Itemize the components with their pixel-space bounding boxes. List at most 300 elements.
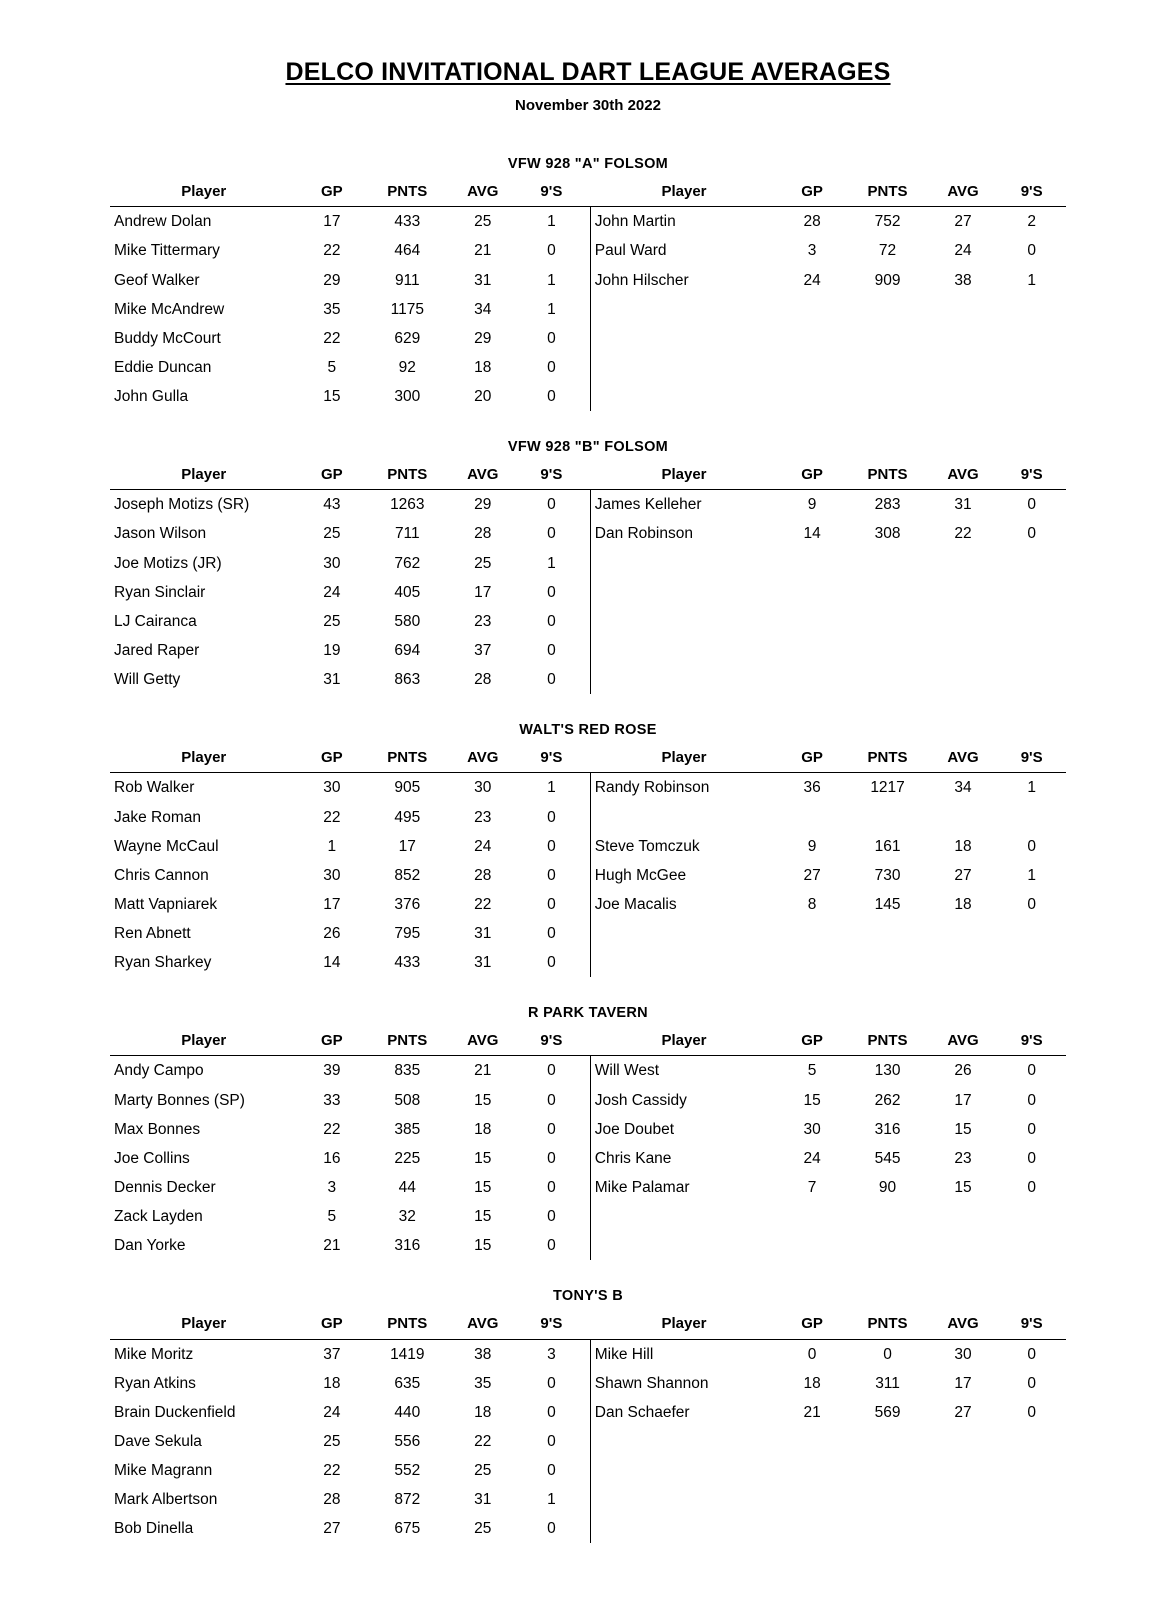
cell-nines-right: 0 bbox=[1027, 1091, 1036, 1109]
column-header-gp-right: GP bbox=[778, 1027, 847, 1056]
cell-avg-left: 25 bbox=[474, 554, 492, 572]
cell-pnts-right: 90 bbox=[878, 1178, 897, 1196]
cell-player-right bbox=[590, 353, 778, 382]
cell-pnts-right bbox=[846, 636, 928, 665]
cell-nines-left: 0 bbox=[547, 895, 556, 913]
column-header-nines-left: 9'S bbox=[517, 744, 586, 773]
cell-pnts-right: 283 bbox=[874, 496, 901, 514]
table-row bbox=[110, 607, 1066, 636]
column-header-pnts-left: PNTS bbox=[366, 178, 448, 207]
cell-player-right bbox=[590, 665, 778, 694]
cell-player-right: Randy Robinson bbox=[590, 773, 778, 803]
column-header-player-left: Player bbox=[110, 744, 298, 773]
cell-gp-left: 25 bbox=[323, 525, 341, 543]
cell-pnts-left: 675 bbox=[394, 1520, 421, 1538]
cell-pnts-right bbox=[846, 382, 928, 411]
cell-avg-right: 17 bbox=[954, 1091, 972, 1109]
cell-avg-right: 27 bbox=[954, 1403, 972, 1421]
cell-gp-right: 15 bbox=[803, 1091, 821, 1109]
cell-gp-left: 26 bbox=[323, 924, 341, 942]
cell-gp-left: 1 bbox=[327, 837, 337, 855]
cell-player-left: Zack Layden bbox=[114, 1208, 203, 1226]
team-stats-table bbox=[110, 1027, 1066, 1260]
table-header-row bbox=[110, 178, 1066, 207]
column-header-nines-left: 9'S bbox=[517, 178, 586, 207]
cell-player-left: Jason Wilson bbox=[114, 525, 207, 543]
cell-avg-right bbox=[929, 1456, 998, 1485]
cell-gp-right: 21 bbox=[803, 1403, 821, 1421]
cell-gp-right bbox=[778, 324, 847, 353]
cell-nines-right bbox=[997, 353, 1066, 382]
cell-pnts-right: 145 bbox=[874, 895, 901, 913]
cell-pnts-left: 300 bbox=[394, 387, 421, 405]
cell-nines-left: 0 bbox=[547, 954, 556, 972]
cell-avg-right: 27 bbox=[954, 213, 972, 231]
cell-nines-right: 0 bbox=[1027, 837, 1036, 855]
column-header-avg-left: AVG bbox=[448, 1310, 517, 1339]
cell-pnts-left: 552 bbox=[394, 1461, 421, 1479]
cell-nines-left: 0 bbox=[547, 1432, 556, 1450]
cell-gp-right: 5 bbox=[807, 1062, 817, 1080]
cell-gp-right: 28 bbox=[803, 213, 821, 231]
cell-pnts-left: 835 bbox=[394, 1062, 421, 1080]
cell-pnts-left: 405 bbox=[394, 583, 421, 601]
cell-gp-left: 25 bbox=[323, 1432, 341, 1450]
cell-avg-right bbox=[929, 1202, 998, 1231]
cell-nines-right bbox=[997, 919, 1066, 948]
cell-pnts-right: 545 bbox=[874, 1149, 901, 1167]
cell-player-right: Josh Cassidy bbox=[590, 1086, 778, 1115]
column-header-player-right: Player bbox=[590, 1310, 778, 1339]
cell-gp-left: 19 bbox=[323, 641, 341, 659]
cell-avg-left: 31 bbox=[474, 271, 492, 289]
cell-avg-left: 23 bbox=[474, 612, 492, 630]
column-header-gp-left: GP bbox=[298, 461, 367, 490]
cell-avg-left: 31 bbox=[474, 1491, 492, 1509]
cell-avg-left: 18 bbox=[474, 358, 492, 376]
column-header-avg-right: AVG bbox=[929, 178, 998, 207]
cell-player-right: Mike Palamar bbox=[590, 1173, 778, 1202]
cell-avg-right: 34 bbox=[954, 779, 972, 797]
cell-player-left: Ren Abnett bbox=[114, 924, 191, 942]
cell-gp-left: 30 bbox=[323, 554, 341, 572]
cell-player-left: Chris Cannon bbox=[114, 866, 209, 884]
cell-avg-left: 25 bbox=[474, 213, 492, 231]
cell-pnts-right bbox=[846, 324, 928, 353]
column-header-gp-right: GP bbox=[778, 744, 847, 773]
cell-player-right: John Martin bbox=[590, 207, 778, 237]
cell-gp-right: 3 bbox=[807, 242, 817, 260]
cell-gp-right bbox=[778, 607, 847, 636]
cell-pnts-right: 161 bbox=[874, 837, 901, 855]
cell-gp-right bbox=[778, 1231, 847, 1260]
cell-pnts-left: 1175 bbox=[390, 300, 424, 318]
cell-nines-left: 0 bbox=[547, 496, 556, 514]
table-row bbox=[110, 948, 1066, 977]
cell-gp-right bbox=[778, 578, 847, 607]
cell-pnts-right: 262 bbox=[874, 1091, 901, 1109]
cell-gp-right bbox=[778, 549, 847, 578]
cell-gp-left: 22 bbox=[323, 242, 341, 260]
cell-pnts-left: 629 bbox=[394, 329, 421, 347]
cell-avg-right: 26 bbox=[954, 1062, 972, 1080]
cell-player-left: Matt Vapniarek bbox=[114, 895, 218, 913]
cell-avg-left: 15 bbox=[474, 1237, 492, 1255]
table-row bbox=[110, 549, 1066, 578]
cell-player-left: Bob Dinella bbox=[114, 1520, 194, 1538]
table-row bbox=[110, 578, 1066, 607]
cell-pnts-left: 556 bbox=[394, 1432, 421, 1450]
cell-nines-right: 0 bbox=[1027, 1178, 1036, 1196]
column-header-nines-left: 9'S bbox=[517, 1027, 586, 1056]
cell-pnts-right bbox=[846, 1231, 928, 1260]
cell-pnts-left: 464 bbox=[394, 242, 421, 260]
column-header-gp-right: GP bbox=[778, 178, 847, 207]
column-header-gp-left: GP bbox=[298, 1027, 367, 1056]
cell-avg-left: 31 bbox=[474, 924, 492, 942]
cell-gp-left: 22 bbox=[323, 808, 341, 826]
cell-avg-right: 24 bbox=[954, 242, 972, 260]
page-date: November 30th 2022 bbox=[515, 97, 661, 114]
cell-player-right: Joe Macalis bbox=[590, 890, 778, 919]
table-row bbox=[110, 919, 1066, 948]
cell-nines-right: 0 bbox=[1027, 895, 1036, 913]
cell-nines-left: 1 bbox=[547, 300, 556, 318]
cell-gp-right: 7 bbox=[807, 1178, 817, 1196]
column-header-pnts-left: PNTS bbox=[366, 744, 448, 773]
cell-player-right bbox=[590, 578, 778, 607]
table-row bbox=[110, 1398, 1066, 1427]
cell-nines-left: 1 bbox=[547, 1491, 556, 1509]
cell-avg-right: 18 bbox=[954, 895, 972, 913]
cell-gp-left: 22 bbox=[323, 1120, 341, 1138]
cell-player-left: John Gulla bbox=[114, 387, 189, 405]
cell-gp-left: 3 bbox=[327, 1178, 337, 1196]
cell-avg-right bbox=[929, 1514, 998, 1543]
cell-gp-right: 9 bbox=[807, 837, 817, 855]
cell-pnts-right: 130 bbox=[874, 1062, 901, 1080]
cell-avg-right: 38 bbox=[954, 271, 972, 289]
cell-avg-right bbox=[929, 665, 998, 694]
column-header-pnts-right: PNTS bbox=[846, 1027, 928, 1056]
table-row bbox=[110, 1173, 1066, 1202]
cell-avg-right: 23 bbox=[954, 1149, 972, 1167]
cell-avg-right: 27 bbox=[954, 866, 972, 884]
table-header-row bbox=[110, 1027, 1066, 1056]
cell-avg-left: 18 bbox=[474, 1120, 492, 1138]
team-stats-table bbox=[110, 178, 1066, 411]
cell-pnts-left: 17 bbox=[398, 837, 416, 855]
cell-nines-right bbox=[997, 295, 1066, 324]
cell-nines-left: 0 bbox=[547, 1520, 556, 1538]
cell-nines-left: 0 bbox=[547, 612, 556, 630]
cell-gp-right: 24 bbox=[803, 1149, 821, 1167]
cell-player-right bbox=[590, 1514, 778, 1543]
cell-gp-right bbox=[778, 665, 847, 694]
cell-player-left: Mike Magrann bbox=[114, 1461, 213, 1479]
cell-nines-left: 0 bbox=[547, 641, 556, 659]
cell-avg-right bbox=[929, 636, 998, 665]
column-header-pnts-right: PNTS bbox=[846, 1310, 928, 1339]
cell-pnts-left: 44 bbox=[398, 1178, 416, 1196]
cell-player-left: Max Bonnes bbox=[114, 1120, 201, 1138]
teams-container bbox=[110, 156, 1066, 1543]
column-header-avg-right: AVG bbox=[929, 1027, 998, 1056]
cell-pnts-left: 905 bbox=[394, 779, 421, 797]
cell-nines-right: 0 bbox=[1027, 1149, 1036, 1167]
cell-pnts-left: 385 bbox=[394, 1120, 421, 1138]
cell-avg-right bbox=[929, 353, 998, 382]
cell-nines-left: 0 bbox=[547, 1149, 556, 1167]
cell-pnts-right bbox=[846, 1456, 928, 1485]
table-row bbox=[110, 490, 1066, 520]
table-row bbox=[110, 1369, 1066, 1398]
cell-player-left: Jared Raper bbox=[114, 641, 200, 659]
cell-player-left: Eddie Duncan bbox=[114, 358, 212, 376]
cell-pnts-left: 433 bbox=[394, 213, 421, 231]
cell-avg-right: 30 bbox=[954, 1345, 972, 1363]
cell-pnts-right: 72 bbox=[878, 242, 897, 260]
cell-gp-left: 31 bbox=[323, 671, 341, 689]
column-header-gp-left: GP bbox=[298, 744, 367, 773]
table-row bbox=[110, 890, 1066, 919]
cell-pnts-left: 762 bbox=[394, 554, 421, 572]
cell-avg-right bbox=[929, 578, 998, 607]
table-row bbox=[110, 773, 1066, 803]
table-row bbox=[110, 295, 1066, 324]
cell-pnts-right: 730 bbox=[874, 866, 901, 884]
column-header-player-right: Player bbox=[590, 1027, 778, 1056]
cell-pnts-right: 0 bbox=[883, 1345, 892, 1363]
cell-player-right bbox=[590, 1456, 778, 1485]
cell-pnts-left: 376 bbox=[394, 895, 421, 913]
cell-avg-left: 15 bbox=[474, 1149, 492, 1167]
cell-avg-right: 18 bbox=[954, 837, 972, 855]
cell-avg-right: 17 bbox=[954, 1374, 972, 1392]
column-header-avg-left: AVG bbox=[448, 178, 517, 207]
cell-player-right: Steve Tomczuk bbox=[590, 832, 778, 861]
cell-player-left: Mark Albertson bbox=[114, 1491, 218, 1509]
cell-nines-right: 2 bbox=[1027, 213, 1036, 231]
column-header-avg-left: AVG bbox=[448, 461, 517, 490]
cell-nines-left: 0 bbox=[547, 808, 556, 826]
cell-gp-left: 17 bbox=[323, 213, 341, 231]
cell-avg-left: 31 bbox=[474, 954, 492, 972]
cell-pnts-left: 1263 bbox=[390, 496, 425, 514]
column-header-player-right: Player bbox=[590, 461, 778, 490]
cell-nines-right bbox=[997, 1427, 1066, 1456]
cell-gp-left: 24 bbox=[323, 583, 341, 601]
cell-player-right: Hugh McGee bbox=[590, 861, 778, 890]
cell-avg-left: 21 bbox=[474, 242, 492, 260]
cell-nines-right: 1 bbox=[1027, 779, 1036, 797]
cell-gp-right: 0 bbox=[807, 1345, 817, 1363]
cell-player-left: Brain Duckenfield bbox=[114, 1403, 236, 1421]
cell-pnts-right bbox=[846, 1427, 928, 1456]
cell-player-left: Andrew Dolan bbox=[114, 213, 212, 231]
cell-gp-right bbox=[778, 948, 847, 977]
cell-player-right bbox=[590, 295, 778, 324]
column-header-pnts-right: PNTS bbox=[846, 461, 928, 490]
cell-gp-right: 9 bbox=[807, 496, 817, 514]
cell-avg-right bbox=[929, 1231, 998, 1260]
cell-nines-left: 0 bbox=[547, 358, 556, 376]
team-name: VFW 928 "A" FOLSOM bbox=[507, 156, 669, 172]
cell-player-right bbox=[590, 1427, 778, 1456]
cell-player-right: Paul Ward bbox=[590, 236, 778, 265]
table-row bbox=[110, 1202, 1066, 1231]
cell-pnts-left: 440 bbox=[394, 1403, 421, 1421]
cell-player-right bbox=[590, 607, 778, 636]
cell-nines-left: 0 bbox=[547, 525, 556, 543]
cell-gp-left: 22 bbox=[323, 329, 341, 347]
cell-gp-left: 22 bbox=[323, 1461, 341, 1479]
team-block bbox=[110, 156, 1066, 411]
cell-avg-left: 17 bbox=[474, 583, 492, 601]
team-name: VFW 928 "B" FOLSOM bbox=[507, 439, 669, 456]
cell-avg-left: 28 bbox=[474, 866, 492, 884]
column-header-nines-right: 9'S bbox=[997, 461, 1066, 490]
table-row bbox=[110, 1144, 1066, 1173]
cell-pnts-right bbox=[846, 578, 928, 607]
team-stats-table bbox=[110, 744, 1066, 977]
team-name: R PARK TAVERN bbox=[528, 1005, 648, 1022]
cell-avg-right bbox=[929, 382, 998, 411]
cell-avg-left: 20 bbox=[474, 387, 492, 405]
cell-avg-right: 15 bbox=[954, 1178, 972, 1196]
cell-pnts-right: 1217 bbox=[870, 779, 905, 797]
column-header-avg-right: AVG bbox=[929, 744, 998, 773]
cell-avg-right: 15 bbox=[954, 1120, 972, 1138]
cell-player-left: Mike Tittermary bbox=[114, 242, 220, 260]
cell-avg-left: 35 bbox=[474, 1374, 492, 1392]
table-row bbox=[110, 1086, 1066, 1115]
cell-avg-left: 21 bbox=[474, 1062, 492, 1080]
column-header-nines-right: 9'S bbox=[997, 1027, 1066, 1056]
cell-gp-right bbox=[778, 353, 847, 382]
cell-avg-left: 29 bbox=[474, 496, 492, 514]
cell-avg-left: 25 bbox=[474, 1520, 492, 1538]
cell-gp-right bbox=[778, 1202, 847, 1231]
cell-nines-left: 0 bbox=[547, 671, 556, 689]
cell-player-left: Dan Yorke bbox=[114, 1237, 186, 1255]
cell-pnts-left: 694 bbox=[394, 641, 421, 659]
cell-nines-right bbox=[997, 803, 1066, 832]
cell-pnts-right bbox=[846, 919, 928, 948]
cell-player-right: John Hilscher bbox=[590, 266, 778, 295]
column-header-player-right: Player bbox=[590, 178, 778, 207]
cell-pnts-right bbox=[846, 665, 928, 694]
column-header-gp-left: GP bbox=[298, 1310, 367, 1339]
cell-pnts-left: 795 bbox=[394, 924, 421, 942]
cell-gp-left: 18 bbox=[323, 1374, 341, 1392]
cell-gp-right: 8 bbox=[807, 895, 817, 913]
cell-pnts-right bbox=[846, 607, 928, 636]
cell-nines-left: 1 bbox=[547, 779, 556, 797]
column-header-player-left: Player bbox=[110, 178, 298, 207]
cell-nines-left: 0 bbox=[547, 837, 556, 855]
cell-nines-right: 0 bbox=[1027, 1062, 1036, 1080]
cell-avg-left: 22 bbox=[474, 1432, 492, 1450]
table-row bbox=[110, 832, 1066, 861]
cell-nines-left: 0 bbox=[547, 1403, 556, 1421]
team-stats-table bbox=[110, 1310, 1066, 1543]
cell-pnts-left: 635 bbox=[394, 1374, 421, 1392]
cell-pnts-left: 1419 bbox=[390, 1345, 425, 1363]
cell-pnts-left: 911 bbox=[394, 271, 420, 289]
cell-player-right: James Kelleher bbox=[590, 490, 778, 520]
cell-gp-right: 30 bbox=[803, 1120, 821, 1138]
cell-player-left: Ryan Atkins bbox=[114, 1374, 196, 1392]
cell-player-left: Ryan Sinclair bbox=[114, 583, 206, 601]
cell-gp-right bbox=[778, 1485, 847, 1514]
cell-player-right bbox=[590, 1202, 778, 1231]
table-row bbox=[110, 803, 1066, 832]
cell-nines-right: 0 bbox=[1027, 496, 1036, 514]
cell-pnts-left: 863 bbox=[394, 671, 421, 689]
cell-avg-left: 28 bbox=[474, 525, 492, 543]
cell-nines-right: 1 bbox=[1027, 271, 1036, 289]
column-header-gp-right: GP bbox=[778, 1310, 847, 1339]
cell-gp-right bbox=[778, 1427, 847, 1456]
cell-gp-left: 28 bbox=[323, 1491, 341, 1509]
page-title: DELCO INVITATIONAL DART LEAGUE AVERAGES bbox=[285, 58, 891, 86]
cell-pnts-right bbox=[846, 1514, 928, 1543]
cell-nines-left: 1 bbox=[547, 213, 556, 231]
cell-pnts-left: 316 bbox=[394, 1237, 421, 1255]
cell-player-right bbox=[590, 803, 778, 832]
cell-avg-right bbox=[929, 1485, 998, 1514]
cell-avg-right: 31 bbox=[954, 496, 972, 514]
cell-pnts-left: 32 bbox=[398, 1208, 416, 1226]
cell-player-right bbox=[590, 382, 778, 411]
cell-pnts-left: 225 bbox=[394, 1149, 421, 1167]
cell-avg-left: 25 bbox=[474, 1461, 492, 1479]
cell-pnts-right bbox=[846, 803, 928, 832]
column-header-pnts-right: PNTS bbox=[846, 178, 928, 207]
cell-nines-left: 0 bbox=[547, 329, 556, 347]
table-header-row bbox=[110, 744, 1066, 773]
cell-nines-right: 0 bbox=[1027, 1345, 1036, 1363]
cell-avg-left: 28 bbox=[474, 671, 492, 689]
cell-player-left: Joe Motizs (JR) bbox=[114, 554, 222, 572]
table-row bbox=[110, 1339, 1066, 1369]
cell-nines-left: 0 bbox=[547, 1120, 556, 1138]
column-header-pnts-left: PNTS bbox=[366, 1027, 448, 1056]
cell-gp-right: 24 bbox=[803, 271, 821, 289]
cell-avg-right bbox=[929, 324, 998, 353]
cell-pnts-right bbox=[846, 549, 928, 578]
cell-gp-right bbox=[778, 382, 847, 411]
cell-nines-left: 0 bbox=[547, 387, 556, 405]
table-row bbox=[110, 1231, 1066, 1260]
cell-nines-left: 0 bbox=[547, 1461, 556, 1479]
cell-nines-left: 0 bbox=[547, 1062, 556, 1080]
cell-player-left: Mike Moritz bbox=[114, 1345, 194, 1363]
table-row bbox=[110, 519, 1066, 548]
cell-nines-right bbox=[997, 1202, 1066, 1231]
cell-pnts-left: 92 bbox=[398, 358, 416, 376]
column-header-nines-left: 9'S bbox=[517, 461, 586, 490]
cell-player-left: Andy Campo bbox=[114, 1062, 204, 1080]
column-header-nines-left: 9'S bbox=[517, 1310, 586, 1339]
cell-nines-left: 0 bbox=[547, 924, 556, 942]
cell-gp-left: 15 bbox=[323, 387, 341, 405]
cell-nines-right bbox=[997, 607, 1066, 636]
cell-pnts-right: 569 bbox=[874, 1403, 901, 1421]
cell-avg-left: 29 bbox=[474, 329, 492, 347]
team-block bbox=[110, 439, 1066, 694]
